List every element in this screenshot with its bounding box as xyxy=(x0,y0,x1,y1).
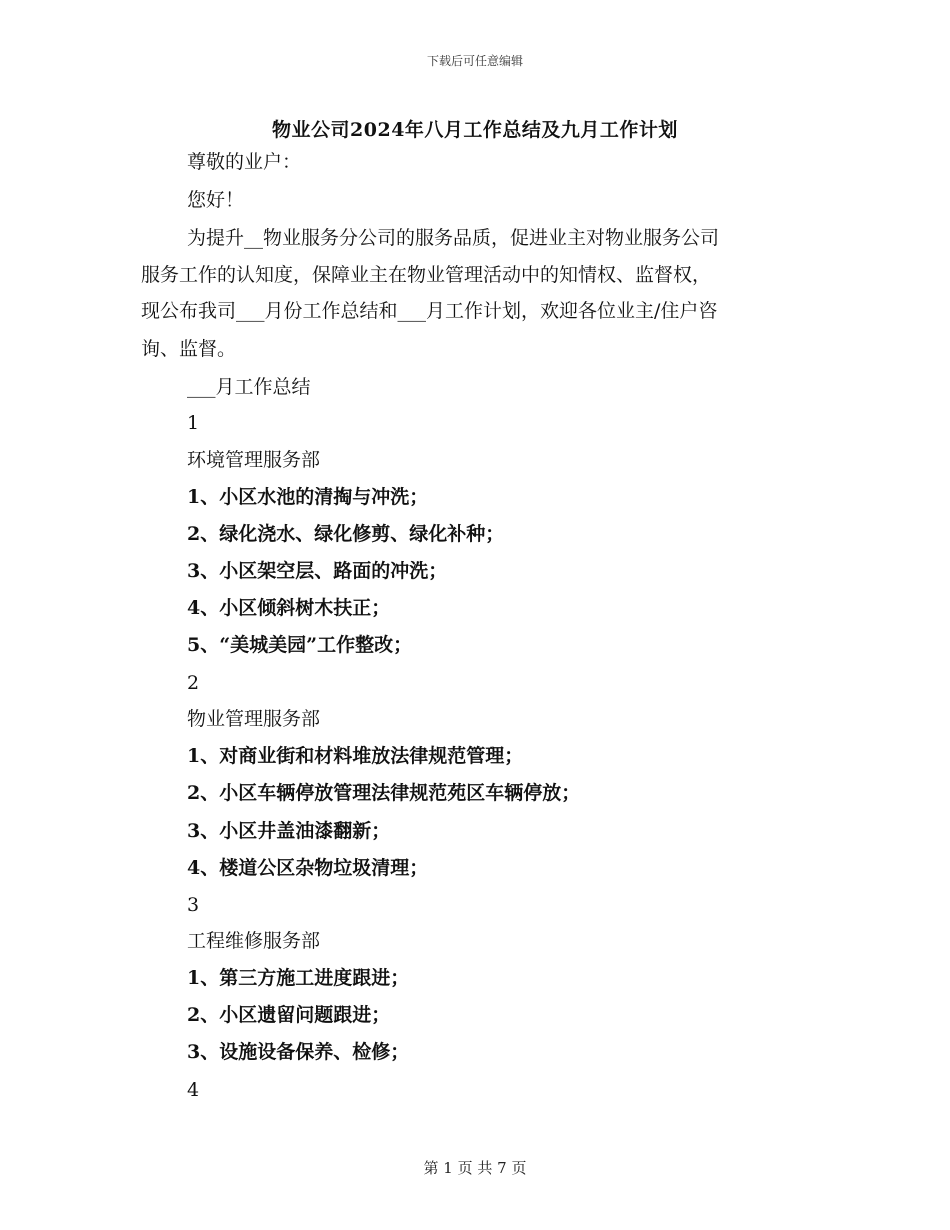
list-item: 1、第三方施工进度跟进； xyxy=(187,967,410,989)
section-number: 1 xyxy=(187,412,200,434)
list-item: 2、小区遗留问题跟进； xyxy=(187,1004,391,1026)
list-item: 4、小区倾斜树木扶正； xyxy=(187,597,391,619)
list-item: 1、对商业街和材料堆放法律规范管理； xyxy=(187,745,524,767)
salutation: 您好！ xyxy=(187,189,245,211)
intro-line: 为提升__物业服务分公司的服务品质，促进业主对物业服务公司 xyxy=(187,227,720,249)
intro-line: 现公布我司___月份工作总结和___月工作计划，欢迎各位业主/住户咨 xyxy=(141,300,718,322)
section-number: 2 xyxy=(187,672,200,694)
section-name: 环境管理服务部 xyxy=(187,449,321,471)
section-number: 4 xyxy=(187,1079,200,1101)
page-footer: 第 1 页 共 7 页 xyxy=(423,1159,527,1177)
summary-heading: ___月工作总结 xyxy=(187,376,311,398)
section-name: 工程维修服务部 xyxy=(187,930,321,952)
page-header: 下载后可任意编辑 xyxy=(426,54,523,68)
list-item: 2、绿化浇水、绿化修剪、绿化补种； xyxy=(187,523,505,545)
section-number: 3 xyxy=(187,894,200,916)
list-item: 1、小区水池的清掏与冲洗； xyxy=(187,486,429,508)
list-item: 4、楼道公区杂物垃圾清理； xyxy=(187,857,429,879)
section-name: 物业管理服务部 xyxy=(187,708,321,730)
intro-line: 服务工作的认知度，保障业主在物业管理活动中的知情权、监督权， xyxy=(141,264,712,286)
greeting: 尊敬的业户： xyxy=(187,151,302,173)
list-item: 3、小区井盖油漆翻新； xyxy=(187,820,391,842)
list-item: 2、小区车辆停放管理法律规范苑区车辆停放； xyxy=(187,782,581,804)
document-title: 物业公司2024年八月工作总结及九月工作计划 xyxy=(272,119,678,141)
list-item: 5、“美城美园”工作整改； xyxy=(187,634,413,656)
list-item: 3、小区架空层、路面的冲洗； xyxy=(187,560,448,582)
list-item: 3、设施设备保养、检修； xyxy=(187,1041,410,1063)
intro-line: 询、监督。 xyxy=(141,338,237,360)
